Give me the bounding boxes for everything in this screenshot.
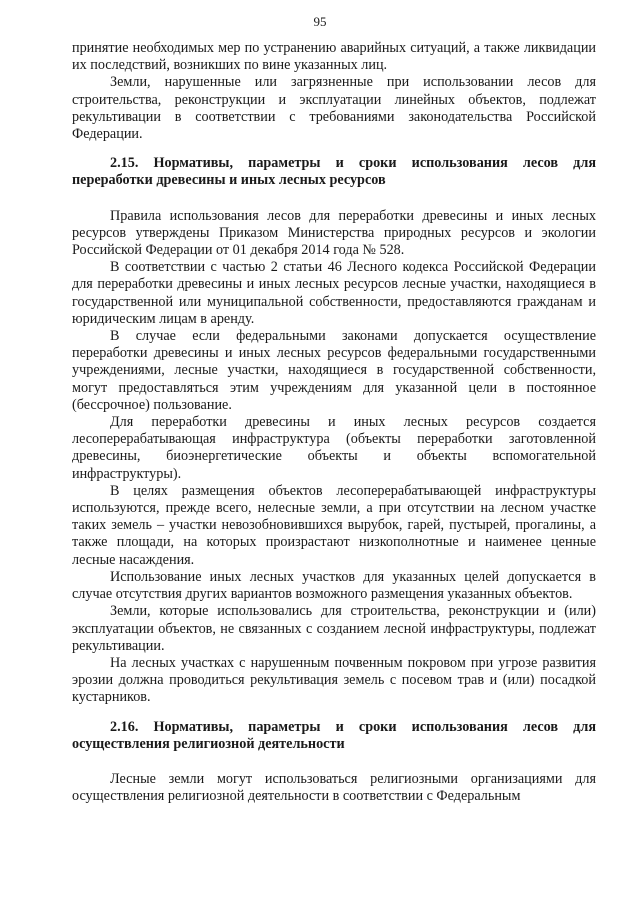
paragraph: Земли, нарушенные или загрязненные при использовании лесов для строительства, реконструкции и эксплуатации линейных объектов, подлежат рекультивации в соответствии с требованиями законодательства Российской Федерации. [72,74,596,143]
paragraph: принятие необходимых мер по устранению аварийных ситуаций, а также ликвидации их последствий, возникших по вине указанных лиц. [72,40,596,74]
page-number: 95 [313,14,327,29]
paragraph: В целях размещения объектов лесоперерабатывающей инфраструктуры используются, прежде всего, нелесные земли, а при отсутствии на лесном участке таких земель – участки невозобновившихся вырубок, гарей, пустырей, прогалины, а также площади, на которых произрастают низкополнотные и наименее ценные лесные насаждения. [72,482,596,568]
paragraph: На лесных участках с нарушенным почвенным покровом при угрозе развития эрозии должна проводиться рекультивация земель с посевом трав и (или) посадкой кустарников. [72,654,596,706]
paragraph: Использование иных лесных участков для указанных целей допускается в случае отсутствия других вариантов возможного размещения указанных объектов. [72,568,596,603]
paragraph: В соответствии с частью 2 статьи 46 Лесного кодекса Российской Федерации для переработки древесины и иных лесных ресурсов лесные участки, находящиеся в государственной или муниципальной собственности, предоставляются гражданам и юридическим лицам в аренду. [72,259,596,327]
paragraph: Для переработки древесины и иных лесных ресурсов создается лесоперерабатывающая инфраструктура (объекты переработки заготовленной древесины, биоэнергетические объекты и объекты вспомогательной инфраструктуры). [72,414,596,482]
paragraph: В случае если федеральными законами допускается осуществление переработки древесины и иных лесных ресурсов федеральными государственными учреждениями, лесные участки, находящиеся в государственной собственности, могут предоставляться этим учреждениям для указанной цели в постоянное (бессрочное) пользование. [72,328,596,413]
paragraph: Земли, которые использовались для строительства, реконструкции и (или) эксплуатации объектов, не связанных с созданием лесной инфраструктуры, подлежат рекультивации. [72,603,596,654]
paragraph: Лесные земли могут использоваться религиозными организациями для осуществления религиозной деятельности в соответствии с Федеральным [72,770,596,805]
paragraph: Правила использования лесов для переработки древесины и иных лесных ресурсов утверждены Приказом Министерства природных ресурсов и экологии Российской Федерации от 01 декабря 2014 года № 528. [72,207,596,259]
page-content [72,40,596,805]
section-heading: 2.15. Нормативы, параметры и сроки использования лесов для переработки древесины и иных лесных ресурсов [72,155,596,189]
section-heading: 2.16. Нормативы, параметры и сроки использования лесов для осуществления религиозной деятельности [72,718,596,752]
